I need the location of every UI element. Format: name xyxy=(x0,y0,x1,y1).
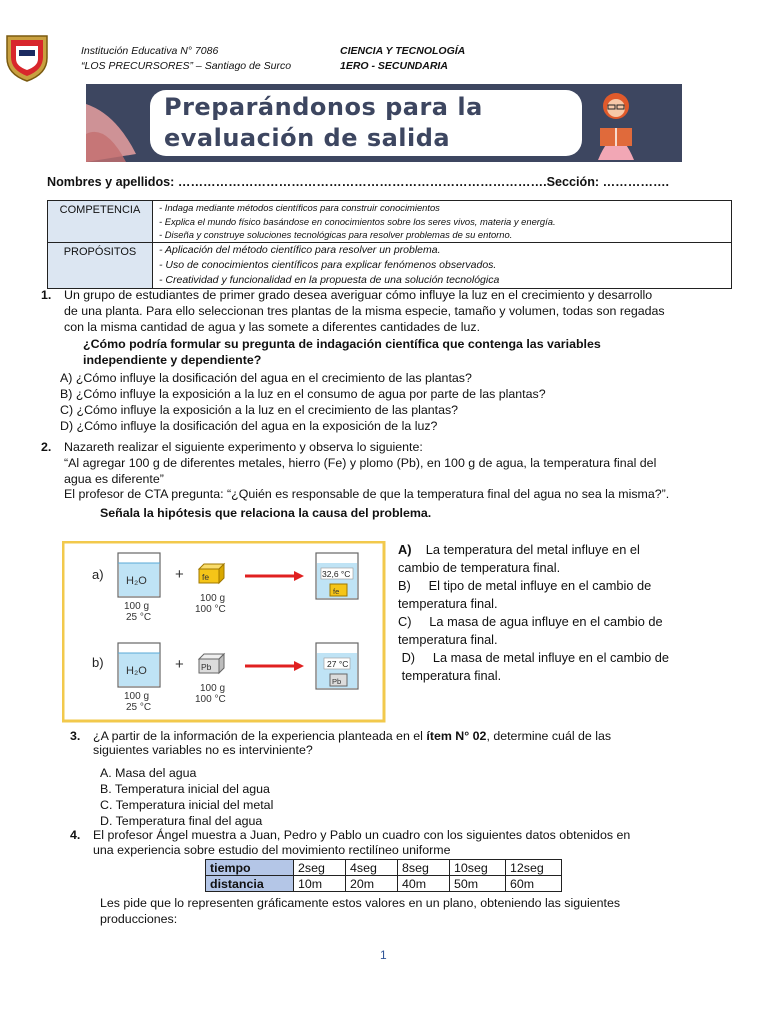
water-temp-a: 25 °C xyxy=(126,612,152,623)
q3-text-part: , determine cuál de las xyxy=(486,729,612,743)
q1-option-b[interactable]: B) ¿Cómo influye la exposición a la luz en el consumo de agua por parte de las plantas? xyxy=(60,387,546,401)
q2-option-d-cont xyxy=(398,667,698,685)
plus-sign-b: + xyxy=(175,656,184,673)
option-text: La masa de agua influye en el cambio de xyxy=(429,614,663,629)
q4-text-line: una experiencia sobre estudio del movimiento rectilíneo uniforme xyxy=(93,843,451,857)
subject: CIENCIA Y TECNOLOGÍA xyxy=(340,45,466,57)
option-text: El tipo de metal influye en el cambio de xyxy=(428,578,652,593)
q2-text-line: agua es diferente” xyxy=(64,471,164,486)
proposito-item: - Aplicación del método científico para resolver un problema. xyxy=(159,243,441,256)
question-4-text xyxy=(93,828,713,858)
mru-data-table xyxy=(205,859,562,892)
banner-title xyxy=(164,92,483,154)
option-text: La masa de metal influye en el cambio de xyxy=(432,650,670,665)
water-label-a: H₂O xyxy=(126,575,147,587)
question-1-prompt xyxy=(83,337,623,369)
table-header-tiempo: tiempo xyxy=(206,860,294,876)
q3-text-line: siguientes variables no es interviniente? xyxy=(93,743,313,757)
q1-prompt-line: ¿Cómo podría formular su pregunta de indagación científica que contenga las variables xyxy=(83,337,601,351)
question-2-text xyxy=(64,440,736,503)
q2-option-c[interactable] xyxy=(398,613,698,631)
question-1-options xyxy=(60,370,546,434)
option-letter: D) xyxy=(401,650,416,665)
page-number: 1 xyxy=(380,948,387,962)
school-line-2: “LOS PRECURSORES” – Santiago de Surco xyxy=(81,60,292,72)
final-temp-b: 27 °C xyxy=(327,659,349,669)
water-label-b: H₂O xyxy=(126,665,147,677)
q4-text-line: El profesor Ángel muestra a Juan, Pedro y Pablo un cuadro con los siguientes datos obtenidos en xyxy=(93,828,631,842)
row-a-label: a) xyxy=(92,567,104,582)
q2-option-a-cont: cambio de temperatura final. xyxy=(398,560,561,575)
metal-a-result-label: fe xyxy=(333,587,340,596)
metal-temp-b: 100 °C xyxy=(195,694,226,705)
school-line-1: Institución Educativa N° 7086 xyxy=(81,45,219,57)
table-row-distancia xyxy=(206,876,562,892)
q1-text-line: de una planta. Para ello seleccionan tres plantas de la misma especie, tamaño y volumen, todas son regadas xyxy=(64,303,665,318)
table-cell: 2seg xyxy=(294,860,346,876)
table-row-tiempo xyxy=(206,860,562,876)
plus-sign-a: + xyxy=(175,566,184,583)
course-info xyxy=(340,44,465,74)
question-3-number: 3. xyxy=(70,729,81,743)
propositos-list xyxy=(153,242,732,288)
title-banner xyxy=(86,84,682,162)
banner-title-line-2: evaluación de salida xyxy=(164,124,451,152)
q1-option-d[interactable]: D) ¿Cómo influye la dosificación del agua en la exposición de la luz? xyxy=(60,419,438,433)
option-letter: C) xyxy=(398,614,412,629)
competencia-label: COMPETENCIA xyxy=(48,201,153,243)
q3-item-reference: ítem N° 02 xyxy=(426,729,487,743)
question-2-options xyxy=(398,541,698,685)
proposito-item: - Uso de conocimientos científicos para explicar fenómenos observados. xyxy=(159,258,497,271)
experiment-figure xyxy=(62,541,382,721)
question-3-text xyxy=(93,729,693,757)
proposito-item: - Creatividad y funcionalidad en la propuesta de una solución tecnológica xyxy=(159,273,500,286)
name-and-section-line: Nombres y apellidos: …………………………………………………………………………….Sección: ……………. xyxy=(47,175,670,189)
water-mass-b: 100 g xyxy=(124,691,150,702)
water-temp-b: 25 °C xyxy=(126,702,152,713)
option-text: temperatura final. xyxy=(401,668,502,683)
q3-option-d[interactable]: D. Temperatura final del agua xyxy=(100,814,263,828)
q1-text-line: Un grupo de estudiantes de primer grado desea averiguar cómo influye la luz en el crecimiento y desarrollo xyxy=(64,288,653,302)
metal-b-label: Pb xyxy=(201,662,212,672)
q2-option-d[interactable] xyxy=(398,649,698,667)
question-2-number: 2. xyxy=(41,440,52,454)
metal-b-result-label: Pb xyxy=(332,677,342,686)
table-cell: 40m xyxy=(398,876,450,892)
school-crest xyxy=(4,32,50,82)
option-text: La temperatura del metal influye en el xyxy=(425,542,640,557)
metal-a-label: fe xyxy=(202,572,210,582)
question-3-options xyxy=(100,765,273,829)
q2-text-line: Nazareth realizar el siguiente experimento y observa lo siguiente: xyxy=(64,440,423,454)
q3-text-part: ¿A partir de la información de la experiencia planteada en el xyxy=(93,729,427,743)
competencias-table xyxy=(47,200,732,289)
banner-title-line-1: Preparándonos para la xyxy=(164,93,483,121)
table-cell: 12seg xyxy=(506,860,562,876)
q3-option-b[interactable]: B. Temperatura inicial del agua xyxy=(100,782,270,796)
table-cell: 20m xyxy=(346,876,398,892)
question-4-followup xyxy=(100,895,660,927)
table-cell: 50m xyxy=(450,876,506,892)
question-4-number: 4. xyxy=(70,828,81,842)
q3-option-c[interactable]: C. Temperatura inicial del metal xyxy=(100,798,274,812)
row-b-label: b) xyxy=(92,655,104,670)
question-2-instruction: Señala la hipótesis que relaciona la causa del problema. xyxy=(100,506,432,520)
banner-leaf-decoration xyxy=(86,84,146,162)
q1-prompt-line: independiente y dependiente? xyxy=(83,352,262,367)
q3-option-a[interactable]: A. Masa del agua xyxy=(100,766,197,780)
table-cell: 4seg xyxy=(346,860,398,876)
propositos-label: PROPÓSITOS xyxy=(48,242,153,288)
q2-option-b-cont: temperatura final. xyxy=(398,596,498,611)
table-cell: 60m xyxy=(506,876,562,892)
q4-followup-line: producciones: xyxy=(100,912,178,926)
metal-temp-a: 100 °C xyxy=(195,604,226,615)
competencias-list xyxy=(153,201,732,243)
reading-girl-illustration xyxy=(586,86,646,162)
q2-option-b[interactable] xyxy=(398,577,698,595)
q1-text-line: con la misma cantidad de agua y las somete a diferentes cantidades de luz. xyxy=(64,319,481,334)
table-cell: 10seg xyxy=(450,860,506,876)
q2-text-line: “Al agregar 100 g de diferentes metales, hierro (Fe) y plomo (Pb), en 100 g de agua, la temperatura final del xyxy=(64,455,657,470)
q2-option-a[interactable] xyxy=(398,541,698,559)
table-cell: 10m xyxy=(294,876,346,892)
q2-text-line: El profesor de CTA pregunta: “¿Quién es responsable de que la temperatura final del agua no sea la misma?”. xyxy=(64,487,670,502)
school-name xyxy=(81,44,291,74)
water-mass-a: 100 g xyxy=(124,601,150,612)
competencia-item: - Indaga mediante métodos científicos para construir conocimientos xyxy=(159,202,440,213)
option-letter: B) xyxy=(398,578,411,593)
competencia-item: - Diseña y construye soluciones tecnológicas para resolver problemas de su entorno. xyxy=(159,229,513,240)
table-cell: 8seg xyxy=(398,860,450,876)
q4-followup-line: Les pide que lo representen gráficamente estos valores en un plano, obteniendo las siguientes xyxy=(100,896,621,910)
final-temp-a: 32,6 °C xyxy=(322,569,351,579)
metal-mass-b: 100 g xyxy=(200,683,226,694)
grade: 1ERO - SECUNDARIA xyxy=(340,60,448,72)
q2-option-c-cont: temperatura final. xyxy=(398,632,498,647)
option-letter: A) xyxy=(398,542,412,557)
q1-option-c[interactable]: C) ¿Cómo influye la exposición a la luz en el crecimiento de las plantas? xyxy=(60,403,459,417)
question-1-text xyxy=(64,288,736,335)
table-header-distancia: distancia xyxy=(206,876,294,892)
competencia-item: - Explica el mundo físico basándose en conocimientos sobre los seres vivos, materia y energía. xyxy=(159,215,556,227)
q3-text-line xyxy=(93,729,693,743)
metal-mass-a: 100 g xyxy=(200,593,226,604)
question-1-number: 1. xyxy=(41,288,52,302)
q1-option-a[interactable]: A) ¿Cómo influye la dosificación del agua en el crecimiento de las plantas? xyxy=(60,371,472,385)
